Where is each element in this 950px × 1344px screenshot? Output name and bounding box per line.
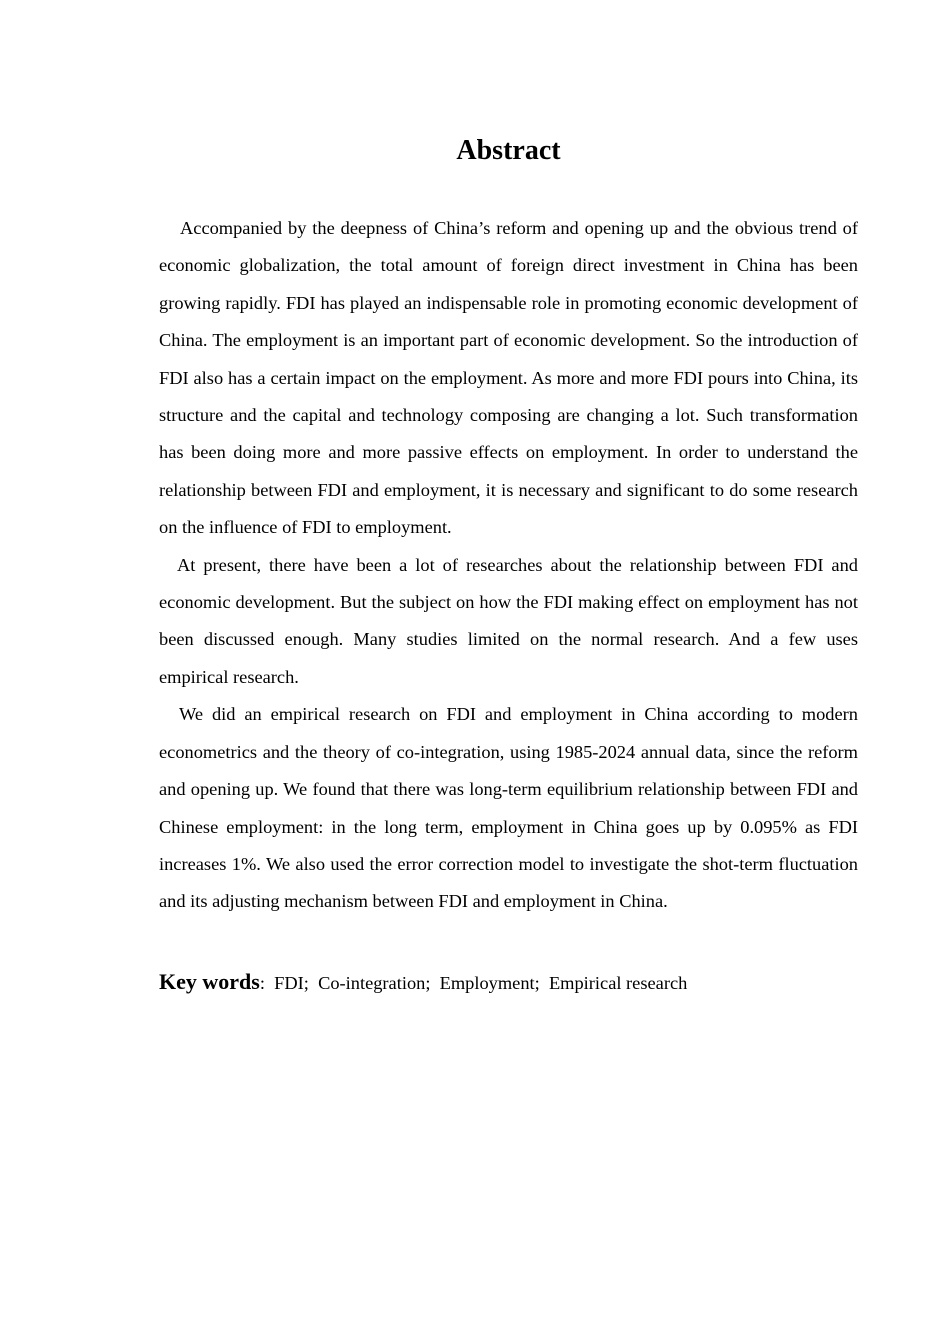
- keywords-text: FDI; Co-integration; Employment; Empirical research: [274, 973, 688, 993]
- keywords-line: [159, 964, 858, 1001]
- abstract-paragraph-2: At present, there have been a lot of researches about the relationship between FDI and economic development. But the subject on how the FDI making effect on employment has not been discussed enough. Many studies limited on the normal research. And a few uses empirical research.: [159, 554, 858, 687]
- keywords-separator: :: [259, 973, 275, 993]
- abstract-body: [159, 210, 858, 921]
- abstract-paragraph-1: Accompanied by the deepness of China’s reform and opening up and the obvious trend of economic globalization, the total amount of foreign direct investment in China has been growing rapidly. FDI has played an indispensable role in promoting economic development of China. The employment is an important part of economic development. So the introduction of FDI also has a certain impact on the employment. As more and more FDI pours into China, its structure and the capital and technology composing are changing a lot. Such transformation has been doing more and more passive effects on employment. In order to understand the relationship between FDI and employment, it is necessary and significant to do some research on the influence of FDI to employment.: [159, 218, 858, 538]
- abstract-title: Abstract: [456, 135, 561, 166]
- abstract-paragraph-3: We did an empirical research on FDI and employment in China according to modern econometrics and the theory of co-integration, using 1985-2024 annual data, since the reform and opening up. We found that there was long-term equilibrium relationship between FDI and Chinese employment: in the long term, employment in China goes up by 0.095% as FDI increases 1%. We also used the error correction model to investigate the shot-term fluctuation and its adjusting mechanism between FDI and employment in China.: [159, 704, 858, 912]
- keywords-label: Key words: [159, 969, 260, 994]
